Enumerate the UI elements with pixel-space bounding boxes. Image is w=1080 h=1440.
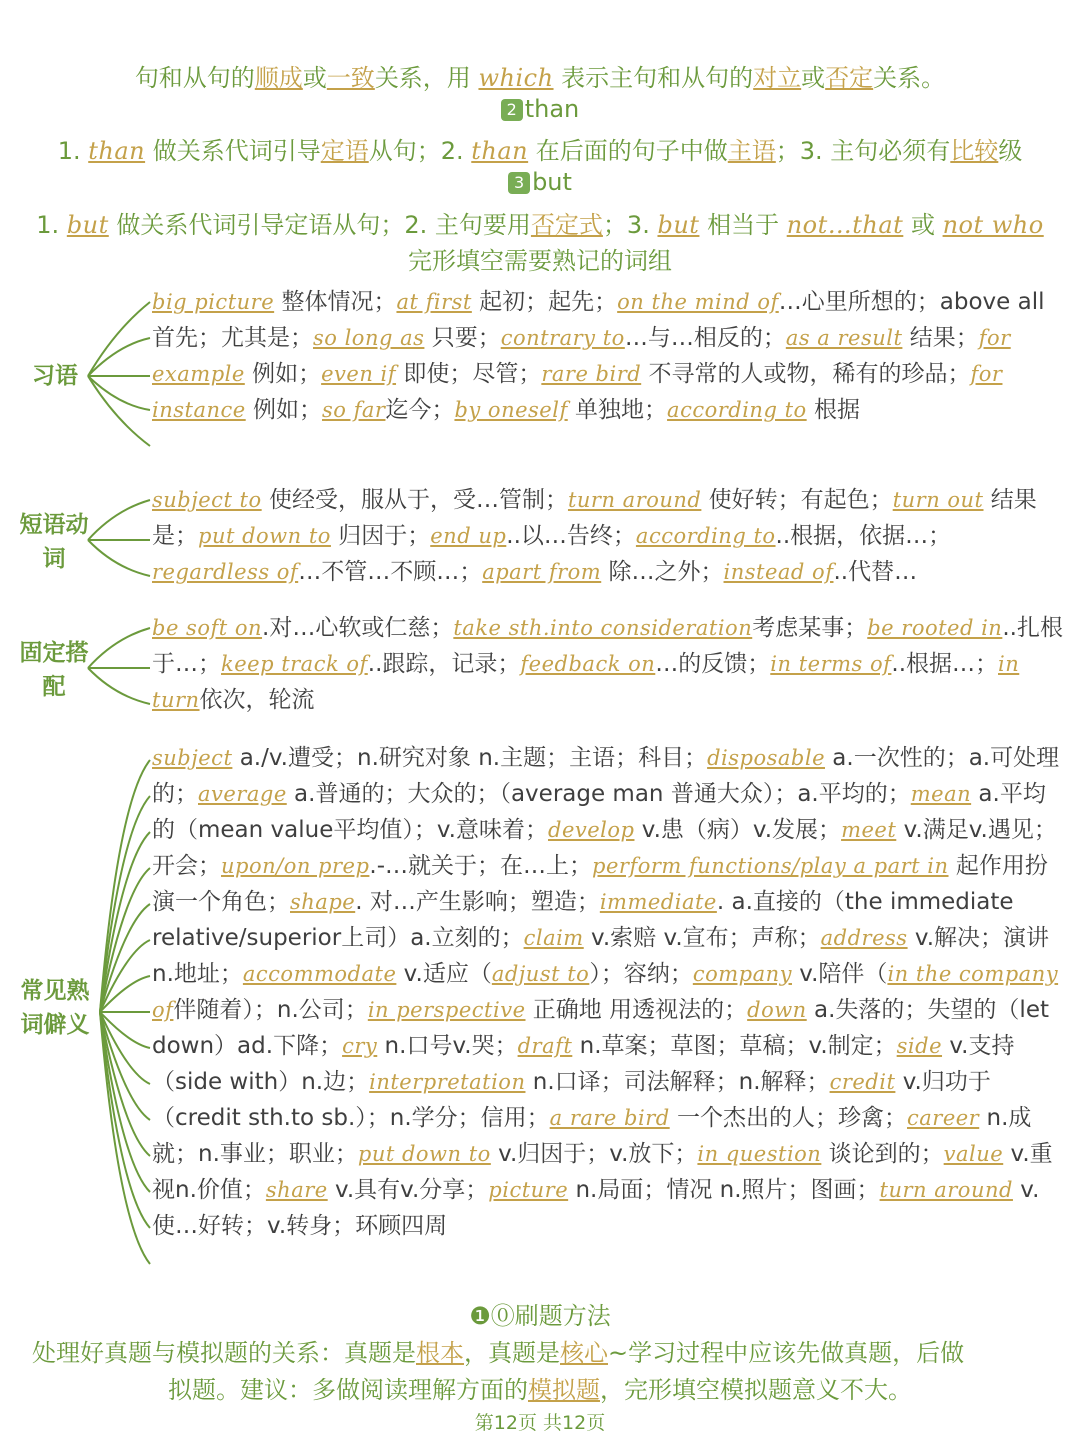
phrase-term: down bbox=[747, 998, 807, 1022]
phrase-term: average bbox=[198, 782, 287, 806]
phrase-meaning: n.口号v.哭； bbox=[377, 1033, 518, 1059]
rule-text: 在后面的句子中做 bbox=[528, 137, 728, 165]
phrase-term: on the mind of bbox=[617, 290, 779, 314]
phrase-meaning: 使好转；有起色； bbox=[701, 487, 893, 513]
phrase-meaning: ..以…告终； bbox=[506, 523, 636, 549]
phrase-meaning: n.口译；司法解释；n.解释； bbox=[525, 1069, 830, 1095]
phrase-term: draft bbox=[517, 1034, 573, 1058]
but-heading bbox=[0, 168, 1080, 196]
method-text: 做 bbox=[940, 1339, 965, 1367]
rule-text: 或 bbox=[903, 211, 943, 239]
phrase-meaning: ..代替… bbox=[833, 559, 918, 585]
phrase-meaning: a.普通的；大众的；（average man 普通大众）；a.平均的； bbox=[286, 781, 911, 807]
phrase-term: side bbox=[896, 1034, 943, 1058]
phrase-term: immediate bbox=[599, 890, 717, 914]
phrase-meaning: above all 首先；尤其是； bbox=[152, 289, 1045, 351]
phrase-term: interpretation bbox=[369, 1070, 526, 1094]
phrase-term: subject bbox=[152, 746, 233, 770]
phrase-meaning: 即使；尽管； bbox=[396, 361, 542, 387]
number-badge: 2 bbox=[501, 99, 523, 121]
phrase-meaning: 例如； bbox=[244, 361, 322, 387]
phrase-meaning: 不寻常的人或物，稀有的珍品； bbox=[641, 361, 971, 387]
group-label-fixed: 固定搭配 bbox=[19, 640, 89, 700]
phrase-meaning: v.患（病）v.发展； bbox=[634, 817, 842, 843]
phrase-meaning: 正确地 用透视法的； bbox=[525, 997, 748, 1023]
number-badge: 3 bbox=[508, 172, 530, 194]
phrase-meaning: 归因于； bbox=[330, 523, 431, 549]
phrase-meaning: a.平均的（mean value平均值）；v.意味着； bbox=[152, 781, 1046, 843]
phrase-meaning: …心里所想的； bbox=[778, 289, 940, 315]
intro-line bbox=[0, 58, 1080, 93]
phrase-meaning: 伴随着）；n.公司； bbox=[173, 997, 368, 1023]
phrase-meaning: v.使…好转；v.转身；环顾四周 bbox=[152, 1177, 1040, 1239]
phrase-term: career bbox=[907, 1106, 980, 1130]
rule-text: 相当于 bbox=[699, 211, 787, 239]
phrase-term: in the company of bbox=[152, 962, 1059, 1022]
phrase-term: put down to bbox=[357, 1142, 491, 1166]
method-text: ~学习过程中应该先做真题，后 bbox=[608, 1339, 941, 1367]
phrase-term: in turn bbox=[152, 652, 1020, 712]
keyword: not who bbox=[942, 211, 1044, 239]
phrase-meaning: v.满足v.遇见；开会； bbox=[152, 817, 1057, 879]
phrase-meaning: …不管…不顾…； bbox=[298, 559, 483, 585]
method-line-1 bbox=[32, 1333, 964, 1368]
keyword: not…that bbox=[786, 211, 904, 239]
phrase-term: take sth.into consideration bbox=[453, 616, 753, 640]
keyword: 核心 bbox=[560, 1339, 608, 1367]
phrase-meaning: 考虑某事； bbox=[752, 615, 868, 641]
phrase-term: end up bbox=[430, 524, 507, 548]
phrase-term: upon/on prep bbox=[221, 854, 370, 878]
phrase-term: share bbox=[265, 1178, 328, 1202]
keyword: but bbox=[657, 211, 700, 239]
phrase-term: meet bbox=[841, 818, 897, 842]
phrase-meaning: …的反馈； bbox=[655, 651, 771, 677]
phrase-meaning: 依次，轮流 bbox=[199, 687, 315, 713]
phrase-meaning: v.重视n.价值； bbox=[152, 1141, 1053, 1203]
phrase-term: according to bbox=[635, 524, 776, 548]
intro-text: 关系，用 bbox=[374, 64, 479, 92]
phrase-meaning: 谈论到的； bbox=[821, 1141, 944, 1167]
phrase-term: be soft on bbox=[152, 616, 263, 640]
phrase-meaning: 单独地； bbox=[567, 397, 668, 423]
phrase-term: apart from bbox=[482, 560, 602, 584]
phrase-meaning: v.归功于（credit sth.to sb.）；n.学分；信用； bbox=[152, 1069, 991, 1131]
phrase-meaning: 根据 bbox=[806, 397, 860, 423]
phrase-meaning: 起初；起先； bbox=[471, 289, 618, 315]
phrase-term: so far bbox=[322, 398, 386, 422]
phrase-term: rare bird bbox=[541, 362, 642, 386]
phrase-meaning: 例如； bbox=[245, 397, 323, 423]
phrase-term: mean bbox=[910, 782, 972, 806]
group-label-idioms: 习语 bbox=[32, 363, 78, 389]
phrase-term: credit bbox=[829, 1070, 896, 1094]
idioms-text bbox=[152, 284, 1067, 428]
phrase-term: by oneself bbox=[454, 398, 568, 422]
phrase-meaning: .-…就关于；在…上； bbox=[369, 853, 593, 879]
intro-text: 或 bbox=[801, 64, 826, 92]
phrase-meaning: ..根据…； bbox=[891, 651, 999, 677]
phrase-term: as a result bbox=[785, 326, 903, 350]
phrase-meaning: 只要； bbox=[424, 325, 501, 351]
method-title: ❶⓪刷题方法 bbox=[469, 1302, 611, 1330]
phrase-term: so long as bbox=[313, 326, 425, 350]
rule-text: 级 bbox=[998, 137, 1023, 165]
section-title: than bbox=[524, 95, 580, 123]
phrase-term: at first bbox=[396, 290, 472, 314]
rule-text: 做关系代词引导 bbox=[145, 137, 321, 165]
phrase-term: disposable bbox=[707, 746, 825, 770]
phrase-term: cry bbox=[342, 1034, 378, 1058]
method-text: ，完形填空模拟题意义不大。 bbox=[600, 1376, 912, 1404]
phrase-meaning: v.索赔 v.宣布；声称； bbox=[583, 925, 821, 951]
phrase-meaning: v.解决；演讲n.地址； bbox=[152, 925, 1050, 987]
method-text: ，真题是 bbox=[464, 1339, 560, 1367]
keyword: but bbox=[66, 211, 109, 239]
phrase-term: put down to bbox=[198, 524, 331, 548]
phrase-meaning: a./v.遭受；n.研究对象 n.主题；主语；科目； bbox=[232, 745, 708, 771]
phrase-term: big picture bbox=[152, 290, 275, 314]
phrase-term: keep track of bbox=[221, 652, 368, 676]
phrase-meaning: .对…心软或仁慈； bbox=[262, 615, 454, 641]
phrase-meaning: a.一次性的；a.可处理的； bbox=[152, 745, 1060, 807]
rule-text: 1. bbox=[57, 137, 89, 165]
rule-text: 1. bbox=[36, 211, 67, 239]
phrase-meaning: ）；容纳； bbox=[589, 961, 693, 987]
keyword: which bbox=[478, 64, 554, 92]
phrase-term: regardless of bbox=[152, 560, 299, 584]
cloze-title: 完形填空需要熟记的词组 bbox=[408, 247, 672, 275]
phrasal-verbs-text bbox=[152, 482, 1067, 590]
phrase-meaning: 除…之外； bbox=[601, 559, 724, 585]
keyword: 否定式 bbox=[530, 211, 603, 239]
phrase-term: in perspective bbox=[367, 998, 526, 1022]
phrase-meaning: v.陪伴（ bbox=[791, 961, 888, 987]
phrase-meaning: v.支持（side with）n.边； bbox=[152, 1033, 1015, 1095]
rule-text: ；3. bbox=[602, 211, 658, 239]
phrase-meaning: v.归因于；v.放下； bbox=[490, 1141, 698, 1167]
than-rules bbox=[0, 131, 1080, 166]
keyword: 否定 bbox=[825, 64, 874, 92]
intro-text: 表示主句和从句的 bbox=[553, 64, 754, 92]
rule-text: ；3. 主句必须有 bbox=[775, 137, 951, 165]
phrase-meaning: v.适应（ bbox=[396, 961, 492, 987]
phrase-meaning: v.具有v.分享； bbox=[327, 1177, 489, 1203]
phrase-meaning: 一个杰出的人；珍禽； bbox=[669, 1105, 907, 1131]
keyword: than bbox=[471, 137, 529, 165]
keyword: 模拟题 bbox=[528, 1376, 600, 1404]
phrase-meaning: . 对…产生影响；塑造； bbox=[355, 889, 600, 915]
phrase-term: picture bbox=[488, 1178, 569, 1202]
method-text: 拟题。建议：多做阅读理解方面的 bbox=[168, 1376, 528, 1404]
phrase-term: for example bbox=[152, 326, 1011, 386]
phrase-term: company bbox=[692, 962, 792, 986]
but-rules bbox=[0, 205, 1080, 240]
rule-text: 做关系代词引导定语从句；2. 主句要用 bbox=[108, 211, 531, 239]
phrase-meaning: 结果是； bbox=[152, 487, 1037, 549]
phrase-meaning: 使经受，服从于，受…管制； bbox=[261, 487, 568, 513]
phrase-term: adjust to bbox=[491, 962, 590, 986]
phrase-term: accommodate bbox=[242, 962, 397, 986]
phrase-term: in terms of bbox=[770, 652, 892, 676]
phrase-term: develop bbox=[548, 818, 635, 842]
phrase-term: claim bbox=[523, 926, 584, 950]
phrase-term: in question bbox=[697, 1142, 822, 1166]
phrase-term: turn out bbox=[892, 488, 984, 512]
fixed-collocations-text bbox=[152, 610, 1067, 718]
phrase-meaning: n.成就；n.事业；职业； bbox=[152, 1105, 1032, 1167]
phrase-term: be rooted in bbox=[867, 616, 1003, 640]
rule-text: 从句；2. bbox=[368, 137, 472, 165]
phrase-term: contrary to bbox=[500, 326, 625, 350]
keyword: 主语 bbox=[727, 137, 776, 165]
phrase-term: turn around bbox=[879, 1178, 1013, 1202]
phrase-meaning: …与…相反的； bbox=[624, 325, 786, 351]
phrase-term: even if bbox=[321, 362, 397, 386]
group-label-phrasal: 短语动词 bbox=[19, 512, 89, 572]
phrase-term: feedback on bbox=[520, 652, 656, 676]
phrase-term: turn around bbox=[567, 488, 702, 512]
keyword: 一致 bbox=[326, 64, 375, 92]
phrase-meaning: 结果； bbox=[902, 325, 979, 351]
phrase-meaning: n.草案；草图；草稿；v.制定； bbox=[572, 1033, 897, 1059]
method-text: 处理好真题与模拟题的关系：真题是 bbox=[32, 1339, 416, 1367]
keyword: 顺成 bbox=[254, 64, 303, 92]
phrase-meaning: n.局面；情况 n.照片；图画； bbox=[568, 1177, 880, 1203]
phrase-term: for instance bbox=[152, 362, 1003, 422]
section-title: but bbox=[532, 168, 572, 196]
phrase-meaning: ..跟踪，记录； bbox=[367, 651, 521, 677]
keyword: 比较 bbox=[950, 137, 999, 165]
phrase-meaning: a.失落的；失望的（let down）ad.下降； bbox=[152, 997, 1049, 1059]
phrase-meaning: 迄今； bbox=[385, 397, 455, 423]
keyword: 根本 bbox=[416, 1339, 464, 1367]
keyword: than bbox=[88, 137, 146, 165]
than-heading bbox=[0, 95, 1080, 123]
intro-text: 或 bbox=[302, 64, 327, 92]
phrase-term: a rare bird bbox=[549, 1106, 670, 1130]
keyword: 对立 bbox=[753, 64, 802, 92]
phrase-term: value bbox=[943, 1142, 1004, 1166]
phrase-term: instead of bbox=[723, 560, 834, 584]
phrase-meaning: 整体情况； bbox=[274, 289, 397, 315]
phrase-meaning: ..根据，依据…； bbox=[775, 523, 952, 549]
page-footer: 第12页 共12页 bbox=[474, 1412, 606, 1434]
phrase-meaning: 起作用扮演一个角色； bbox=[152, 853, 1048, 915]
polysemy-text bbox=[152, 740, 1067, 1244]
intro-text: 关系。 bbox=[873, 64, 946, 92]
method-line-2 bbox=[0, 1370, 1080, 1405]
phrase-meaning: . a.直接的（the immediate relative/superior上司）a.立刻的； bbox=[152, 889, 1014, 951]
phrase-term: subject to bbox=[152, 488, 262, 512]
intro-text: 句和从句的 bbox=[134, 64, 255, 92]
phrase-term: address bbox=[820, 926, 908, 950]
group-label-polysemy: 常见熟词僻义 bbox=[20, 978, 90, 1038]
phrase-term: perform functions/play a part in bbox=[592, 854, 949, 878]
phrase-term: according to bbox=[667, 398, 807, 422]
phrase-meaning: ..扎根于…； bbox=[152, 615, 1063, 677]
keyword: 定语 bbox=[320, 137, 369, 165]
phrase-term: shape bbox=[290, 890, 356, 914]
